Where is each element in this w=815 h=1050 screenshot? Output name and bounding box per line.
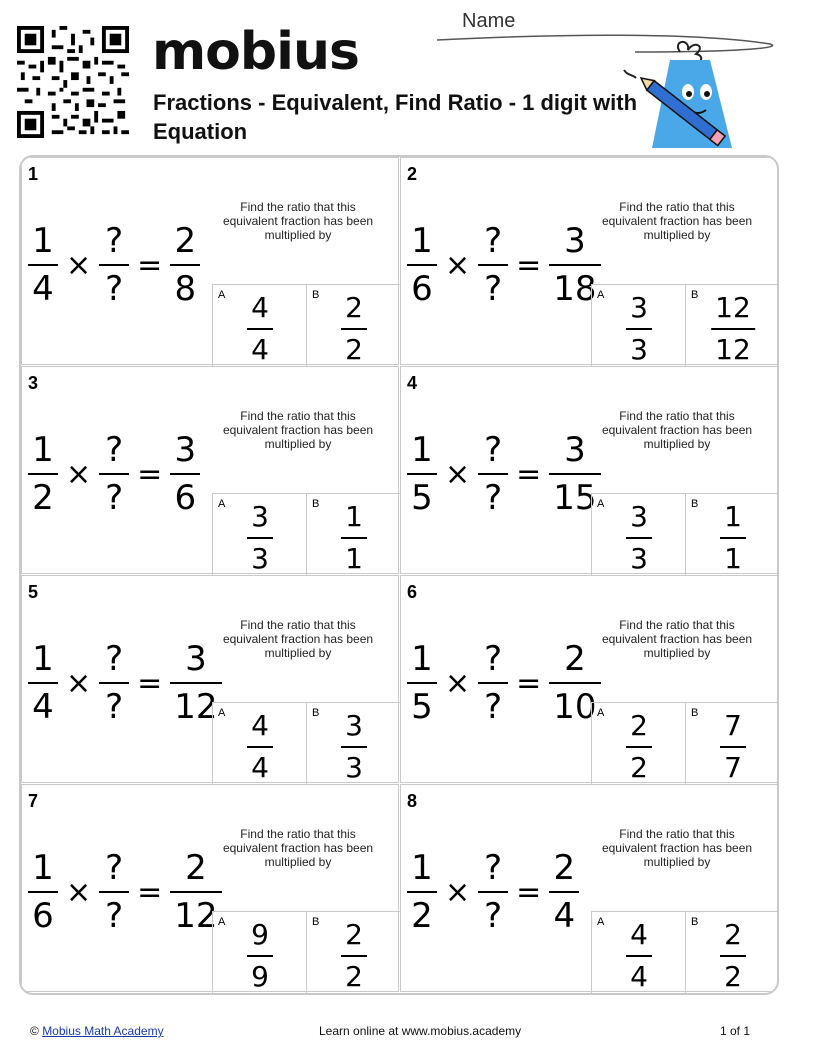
numerator: 3 — [174, 430, 197, 470]
fraction-bar — [28, 473, 58, 475]
equals-operator: = — [137, 874, 163, 910]
instruction-text: Find the ratio that this equivalent fraction has been multiplied by — [601, 200, 753, 242]
times-operator: × — [445, 665, 471, 701]
equation — [30, 638, 220, 728]
numerator: 3 — [185, 639, 207, 679]
option-label: B — [312, 289, 320, 301]
fraction-bar — [549, 473, 600, 475]
numerator: 2 — [345, 918, 363, 951]
answer-option-b[interactable] — [685, 702, 779, 784]
equals-operator: = — [516, 456, 542, 492]
denominator: 15 — [553, 478, 597, 518]
numerator: 1 — [32, 221, 54, 261]
unknown-fraction — [480, 221, 506, 309]
equation — [30, 847, 220, 937]
numerator: 1 — [345, 500, 363, 533]
answer-option-b[interactable] — [306, 702, 401, 784]
fraction — [30, 639, 56, 727]
fraction — [409, 848, 435, 936]
times-operator: × — [66, 874, 92, 910]
problem-card — [21, 784, 399, 992]
numerator: 1 — [411, 430, 433, 470]
fraction-bar — [626, 328, 652, 330]
answer-option-b[interactable] — [306, 911, 401, 993]
denominator: 6 — [174, 478, 197, 518]
page-number: 1 of 1 — [720, 1024, 751, 1038]
times-operator: × — [445, 247, 471, 283]
fraction — [249, 291, 271, 367]
denominator: 2 — [724, 960, 742, 993]
numerator: 2 — [724, 918, 742, 951]
mascot-illustration — [612, 40, 742, 155]
fraction — [409, 639, 435, 727]
problem-number: 2 — [407, 164, 418, 184]
denominator: 2 — [630, 751, 648, 784]
fraction — [249, 918, 271, 994]
fraction — [343, 500, 365, 576]
fraction-bar — [28, 891, 58, 893]
denominator: 5 — [411, 478, 433, 518]
instruction-text: Find the ratio that this equivalent fraction has been multiplied by — [222, 200, 374, 242]
fraction-bar — [626, 537, 652, 539]
denominator: 3 — [630, 542, 648, 575]
numerator: 12 — [715, 291, 751, 324]
equation — [409, 220, 599, 310]
problem-number: 5 — [28, 582, 39, 602]
fraction-bar — [626, 955, 652, 957]
fraction-bar — [247, 537, 273, 539]
fraction-bar — [478, 473, 508, 475]
logo-text: mobius — [152, 22, 359, 82]
fraction — [628, 709, 650, 785]
numerator: 1 — [32, 848, 54, 888]
denominator: 6 — [32, 896, 54, 936]
numerator: 1 — [411, 848, 433, 888]
unknown-denominator: ? — [484, 269, 503, 309]
equation — [409, 638, 599, 728]
option-label: A — [218, 707, 226, 719]
equation — [30, 220, 198, 310]
option-label: B — [691, 707, 699, 719]
numerator: 3 — [345, 709, 363, 742]
name-label: Name — [462, 10, 516, 32]
fraction-bar — [478, 264, 508, 266]
answer-option-a[interactable] — [212, 284, 307, 366]
denominator: 3 — [345, 751, 363, 784]
fraction-bar — [247, 955, 273, 957]
times-operator: × — [445, 874, 471, 910]
instruction-text: Find the ratio that this equivalent fraction has been multiplied by — [222, 409, 374, 451]
fraction-bar — [720, 746, 746, 748]
problem-number: 8 — [407, 791, 418, 811]
answer-option-b[interactable] — [306, 493, 401, 575]
fraction — [172, 221, 198, 309]
fraction-bar — [247, 746, 273, 748]
mobius-logo — [152, 22, 359, 82]
qr-code — [16, 26, 130, 138]
numerator: 4 — [630, 918, 648, 951]
equals-operator: = — [516, 874, 542, 910]
problem-card — [400, 575, 778, 783]
numerator: 2 — [553, 848, 576, 888]
unknown-denominator: ? — [484, 896, 503, 936]
denominator: 1 — [345, 542, 363, 575]
problem-number: 4 — [407, 373, 418, 393]
answer-option-a[interactable] — [591, 702, 686, 784]
problem-card — [400, 366, 778, 574]
fraction-bar — [170, 264, 200, 266]
numerator: 2 — [174, 221, 197, 261]
option-label: A — [218, 498, 226, 510]
fraction-bar — [478, 891, 508, 893]
option-label: A — [218, 916, 226, 928]
unknown-fraction — [101, 430, 127, 518]
fraction — [722, 500, 744, 576]
numerator: 1 — [724, 500, 742, 533]
unknown-denominator: ? — [105, 896, 124, 936]
footer-center-text: Learn online at www.mobius.academy — [319, 1024, 522, 1038]
numerator: 1 — [32, 639, 54, 679]
numerator: 7 — [724, 709, 742, 742]
unknown-fraction — [101, 639, 127, 727]
problem-number: 7 — [28, 791, 39, 811]
equation — [30, 429, 198, 519]
denominator: 10 — [553, 687, 597, 727]
problem-card — [400, 784, 778, 992]
denominator: 4 — [32, 269, 54, 309]
option-label: A — [597, 707, 605, 719]
denominator: 5 — [411, 687, 433, 727]
fraction-bar — [549, 891, 579, 893]
denominator: 2 — [345, 333, 363, 366]
fraction-bar — [549, 264, 600, 266]
problem-number: 3 — [28, 373, 39, 393]
fraction — [713, 291, 753, 367]
fraction — [343, 918, 365, 994]
fraction-bar — [99, 264, 129, 266]
denominator: 3 — [630, 333, 648, 366]
numerator: 2 — [345, 291, 363, 324]
numerator: 3 — [564, 430, 586, 470]
option-label: A — [597, 289, 605, 301]
denominator: 9 — [251, 960, 269, 993]
numerator: 4 — [251, 291, 269, 324]
fraction — [30, 430, 56, 518]
denominator: 12 — [715, 333, 751, 366]
unknown-fraction — [480, 639, 506, 727]
problem-grid — [19, 155, 779, 995]
problem-number: 1 — [28, 164, 39, 184]
fraction — [722, 918, 744, 994]
fraction — [551, 848, 577, 936]
fraction — [628, 291, 650, 367]
fraction-bar — [711, 328, 755, 330]
fraction — [249, 500, 271, 576]
worksheet-title: Fractions - Equivalent, Find Ratio - 1 digit with Equation — [153, 90, 638, 144]
equals-operator: = — [137, 247, 163, 283]
denominator: 4 — [630, 960, 648, 993]
numerator: 2 — [185, 848, 207, 888]
times-operator: × — [66, 247, 92, 283]
unknown-denominator: ? — [484, 687, 503, 727]
numerator: 2 — [564, 639, 586, 679]
problem-card — [21, 575, 399, 783]
fraction-bar — [341, 328, 367, 330]
fraction-bar — [28, 264, 58, 266]
answer-option-b[interactable] — [306, 284, 401, 366]
denominator: 7 — [724, 751, 742, 784]
unknown-numerator: ? — [105, 430, 124, 470]
fraction-bar — [170, 473, 200, 475]
unknown-numerator: ? — [105, 221, 124, 261]
fraction-bar — [99, 473, 129, 475]
numerator: 4 — [251, 709, 269, 742]
fraction — [409, 430, 435, 518]
instruction-text: Find the ratio that this equivalent fraction has been multiplied by — [222, 827, 374, 869]
denominator: 6 — [411, 269, 433, 309]
denominator: 2 — [345, 960, 363, 993]
fraction — [409, 221, 435, 309]
option-label: B — [691, 916, 699, 928]
unknown-denominator: ? — [105, 687, 124, 727]
fraction-bar — [720, 537, 746, 539]
numerator: 3 — [630, 500, 648, 533]
fraction — [722, 709, 744, 785]
footer-link[interactable]: Mobius Math Academy — [42, 1024, 164, 1038]
fraction-bar — [170, 682, 221, 684]
unknown-numerator: ? — [105, 639, 124, 679]
answer-option-a[interactable] — [591, 493, 686, 575]
unknown-numerator: ? — [484, 848, 503, 888]
answer-option-a[interactable] — [591, 911, 686, 993]
instruction-text: Find the ratio that this equivalent fraction has been multiplied by — [601, 827, 753, 869]
fraction-bar — [28, 682, 58, 684]
denominator: 4 — [553, 896, 576, 936]
copyright-symbol: © — [30, 1024, 39, 1038]
numerator: 3 — [564, 221, 586, 261]
fraction — [343, 709, 365, 785]
fraction — [30, 848, 56, 936]
option-label: B — [312, 707, 320, 719]
times-operator: × — [66, 456, 92, 492]
numerator: 1 — [411, 639, 433, 679]
denominator: 18 — [553, 269, 597, 309]
denominator: 8 — [174, 269, 197, 309]
numerator: 9 — [251, 918, 269, 951]
denominator: 12 — [174, 687, 218, 727]
fraction — [628, 500, 650, 576]
option-label: A — [218, 289, 226, 301]
problem-card — [400, 157, 778, 365]
equals-operator: = — [137, 665, 163, 701]
denominator: 12 — [174, 896, 218, 936]
unknown-denominator: ? — [105, 478, 124, 518]
fraction-bar — [478, 682, 508, 684]
times-operator: × — [66, 665, 92, 701]
fraction-bar — [170, 891, 221, 893]
fraction-bar — [341, 746, 367, 748]
fraction-bar — [549, 682, 600, 684]
fraction — [249, 709, 271, 785]
denominator: 4 — [251, 333, 269, 366]
numerator: 2 — [630, 709, 648, 742]
numerator: 1 — [32, 430, 54, 470]
unknown-numerator: ? — [105, 848, 124, 888]
unknown-numerator: ? — [484, 639, 503, 679]
fraction-bar — [407, 473, 437, 475]
fraction-bar — [407, 891, 437, 893]
numerator: 3 — [251, 500, 269, 533]
fraction — [343, 291, 365, 367]
denominator: 3 — [251, 542, 269, 575]
option-label: A — [597, 498, 605, 510]
option-label: A — [597, 916, 605, 928]
answer-option-b[interactable] — [685, 284, 779, 366]
denominator: 1 — [724, 542, 742, 575]
answer-option-b[interactable] — [685, 911, 779, 993]
unknown-fraction — [480, 848, 506, 936]
fraction-bar — [626, 746, 652, 748]
unknown-fraction — [101, 221, 127, 309]
denominator: 4 — [32, 687, 54, 727]
equals-operator: = — [516, 665, 542, 701]
problem-card — [21, 366, 399, 574]
fraction-bar — [407, 264, 437, 266]
fraction-bar — [720, 955, 746, 957]
answer-option-a[interactable] — [212, 493, 307, 575]
unknown-fraction — [480, 430, 506, 518]
equals-operator: = — [516, 247, 542, 283]
unknown-numerator: ? — [484, 221, 503, 261]
numerator: 3 — [630, 291, 648, 324]
fraction-bar — [341, 955, 367, 957]
unknown-denominator: ? — [105, 269, 124, 309]
fraction-bar — [247, 328, 273, 330]
denominator: 2 — [411, 896, 433, 936]
times-operator: × — [445, 456, 471, 492]
fraction — [30, 221, 56, 309]
problem-card — [21, 157, 399, 365]
instruction-text: Find the ratio that this equivalent fraction has been multiplied by — [601, 409, 753, 451]
unknown-denominator: ? — [484, 478, 503, 518]
fraction — [172, 430, 198, 518]
instruction-text: Find the ratio that this equivalent fraction has been multiplied by — [222, 618, 374, 660]
numerator: 1 — [411, 221, 433, 261]
answer-option-a[interactable] — [591, 284, 686, 366]
unknown-fraction — [101, 848, 127, 936]
footer-copyright — [30, 1024, 164, 1038]
fraction-bar — [99, 682, 129, 684]
fraction — [628, 918, 650, 994]
instruction-text: Find the ratio that this equivalent fraction has been multiplied by — [601, 618, 753, 660]
equation — [409, 429, 599, 519]
problem-number: 6 — [407, 582, 418, 602]
answer-option-a[interactable] — [212, 911, 307, 993]
equation — [409, 847, 577, 937]
equals-operator: = — [137, 456, 163, 492]
option-label: B — [691, 498, 699, 510]
denominator: 4 — [251, 751, 269, 784]
fraction-bar — [341, 537, 367, 539]
fraction-bar — [407, 682, 437, 684]
option-label: B — [691, 289, 699, 301]
denominator: 2 — [32, 478, 54, 518]
answer-option-b[interactable] — [685, 493, 779, 575]
option-label: B — [312, 916, 320, 928]
option-label: B — [312, 498, 320, 510]
answer-option-a[interactable] — [212, 702, 307, 784]
unknown-numerator: ? — [484, 430, 503, 470]
fraction-bar — [99, 891, 129, 893]
